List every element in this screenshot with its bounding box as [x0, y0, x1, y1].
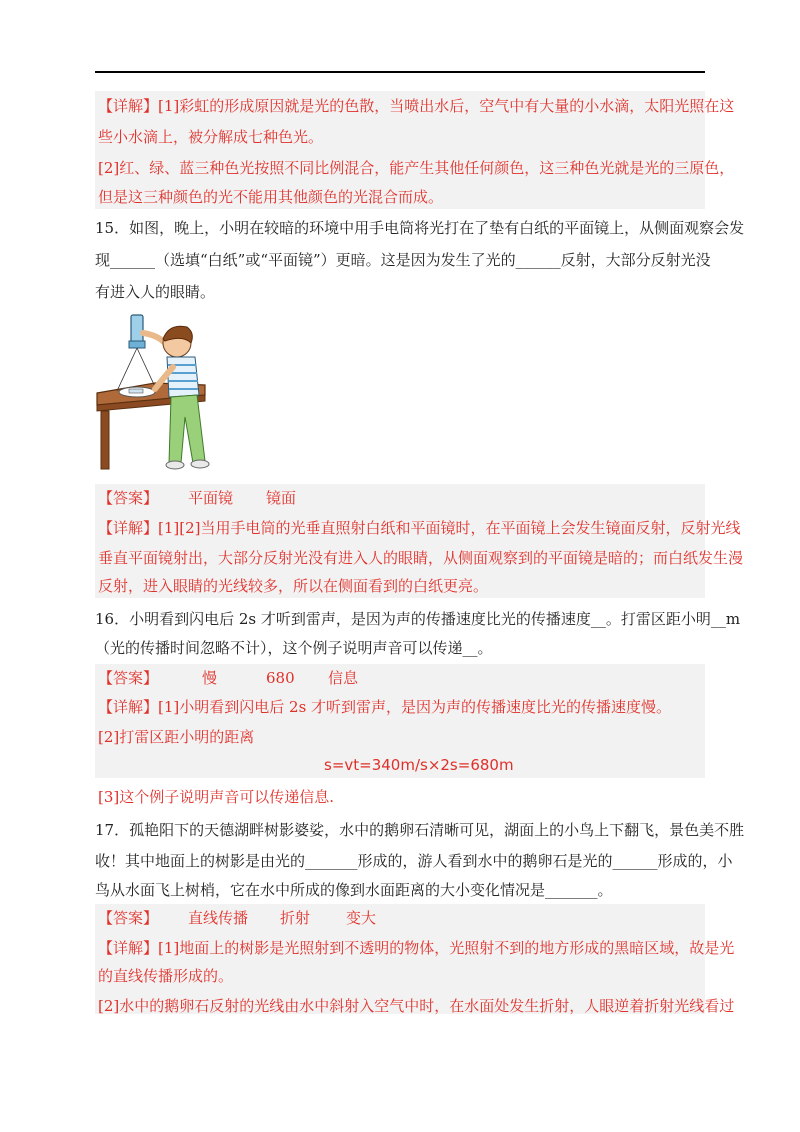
boy-flashlight-illustration	[95, 313, 245, 473]
detail-line-3: [2]红、绿、蓝三种色光按照不同比例混合，能产生其他任何颜色，这三种色光就是光的三原色，	[98, 159, 735, 177]
detail-line-q16-1: 【详解】[1]小明看到闪电后 2s 才听到雷声，是因为声的传播速度比光的传播速度慢。	[98, 698, 672, 716]
header-rule	[95, 71, 705, 73]
question-17-line-3: 鸟从水面飞上树梢，它在水中所成的像到水面距离的大小变化情况是_______。	[95, 881, 613, 899]
answer-1: 慢	[202, 669, 218, 687]
question-16-line-1: 16．小明看到闪电后 2s 才听到雷声，是因为声的传播速度比光的传播速度__。打雷区距小明__m	[95, 610, 741, 628]
detail-line-q17-3: [2]水中的鹅卵石反射的光线由水中斜射入空气中时，在水面处发生折射，人眼逆着折射光线看过	[98, 997, 735, 1015]
detail-line-q15-2: 垂直平面镜射出，大部分反射光没有进入人的眼睛，从侧面观察到的平面镜是暗的；而白纸发生漫	[98, 549, 744, 567]
answer-row-q15	[98, 488, 698, 508]
answer-2: 镜面	[266, 489, 297, 507]
question-17-line-1: 17．孤艳阳下的天德湖畔树影婆娑，水中的鹅卵石清晰可见，湖面上的小鸟上下翻飞，景色美不胜	[95, 821, 745, 839]
detail-line-q15-1: 【详解】[1][2]当用手电筒的光垂直照射白纸和平面镜时，在平面镜上会发生镜面反射，反射光线	[98, 519, 741, 537]
detail-line-q17-2: 的直线传播形成的。	[98, 967, 234, 985]
question-16-line-2: （光的传播时间忽略不计），这个例子说明声音可以传递__。	[95, 639, 493, 657]
answer-2: 折射	[280, 909, 311, 927]
formula-distance: s=vt=340m/s×2s=680m	[324, 756, 514, 774]
question-17-line-2: 收！其中地面上的树影是由光的_______形成的，游人看到水中的鹅卵石是光的______形成的，小	[95, 852, 733, 870]
answer-1: 直线传播	[188, 909, 249, 927]
detail-line-4: 但是这三种颜色的光不能用其他颜色的光混合而成。	[98, 188, 444, 206]
detail-tag: 【详解】	[98, 97, 159, 115]
answer-row-q17	[98, 908, 698, 928]
detail-line-q16-3: [3]这个例子说明声音可以传递信息.	[98, 788, 335, 806]
answer-tag: 【答案】	[98, 489, 159, 507]
answer-row-q16	[98, 668, 698, 688]
answer-2: 680	[266, 669, 295, 687]
question-15-line-1: 15．如图，晚上，小明在较暗的环境中用手电筒将光打在了垫有白纸的平面镜上，从侧面观察会发	[95, 219, 745, 237]
answer-3: 变大	[346, 909, 377, 927]
answer-tag: 【答案】	[98, 909, 159, 927]
answer-tag: 【答案】	[98, 669, 159, 687]
detail-line-q17-1: 【详解】[1]地面上的树影是光照射到不透明的物体，光照射不到的地方形成的黑暗区域，故是光	[98, 939, 735, 957]
detail-line-q15-3: 反射，进入眼睛的光线较多，所以在侧面看到的白纸更亮。	[98, 577, 489, 595]
question-15-line-3: 有进入人的眼睛。	[95, 283, 216, 301]
detail-line-1: 【详解】[1]彩虹的形成原因就是光的色散，当喷出水后，空气中有大量的小水滴，太阳光照在这	[98, 97, 735, 115]
detail-line-q16-2: [2]打雷区距小明的距离	[98, 728, 255, 746]
answer-3: 信息	[328, 669, 359, 687]
detail-line-2: 些小水滴上，被分解成七种色光。	[98, 128, 324, 146]
question-15-line-2: 现______（选填“白纸”或“平面镜”）更暗。这是因为发生了光的______反射，大部分反射光没	[95, 251, 711, 269]
answer-1: 平面镜	[188, 489, 234, 507]
